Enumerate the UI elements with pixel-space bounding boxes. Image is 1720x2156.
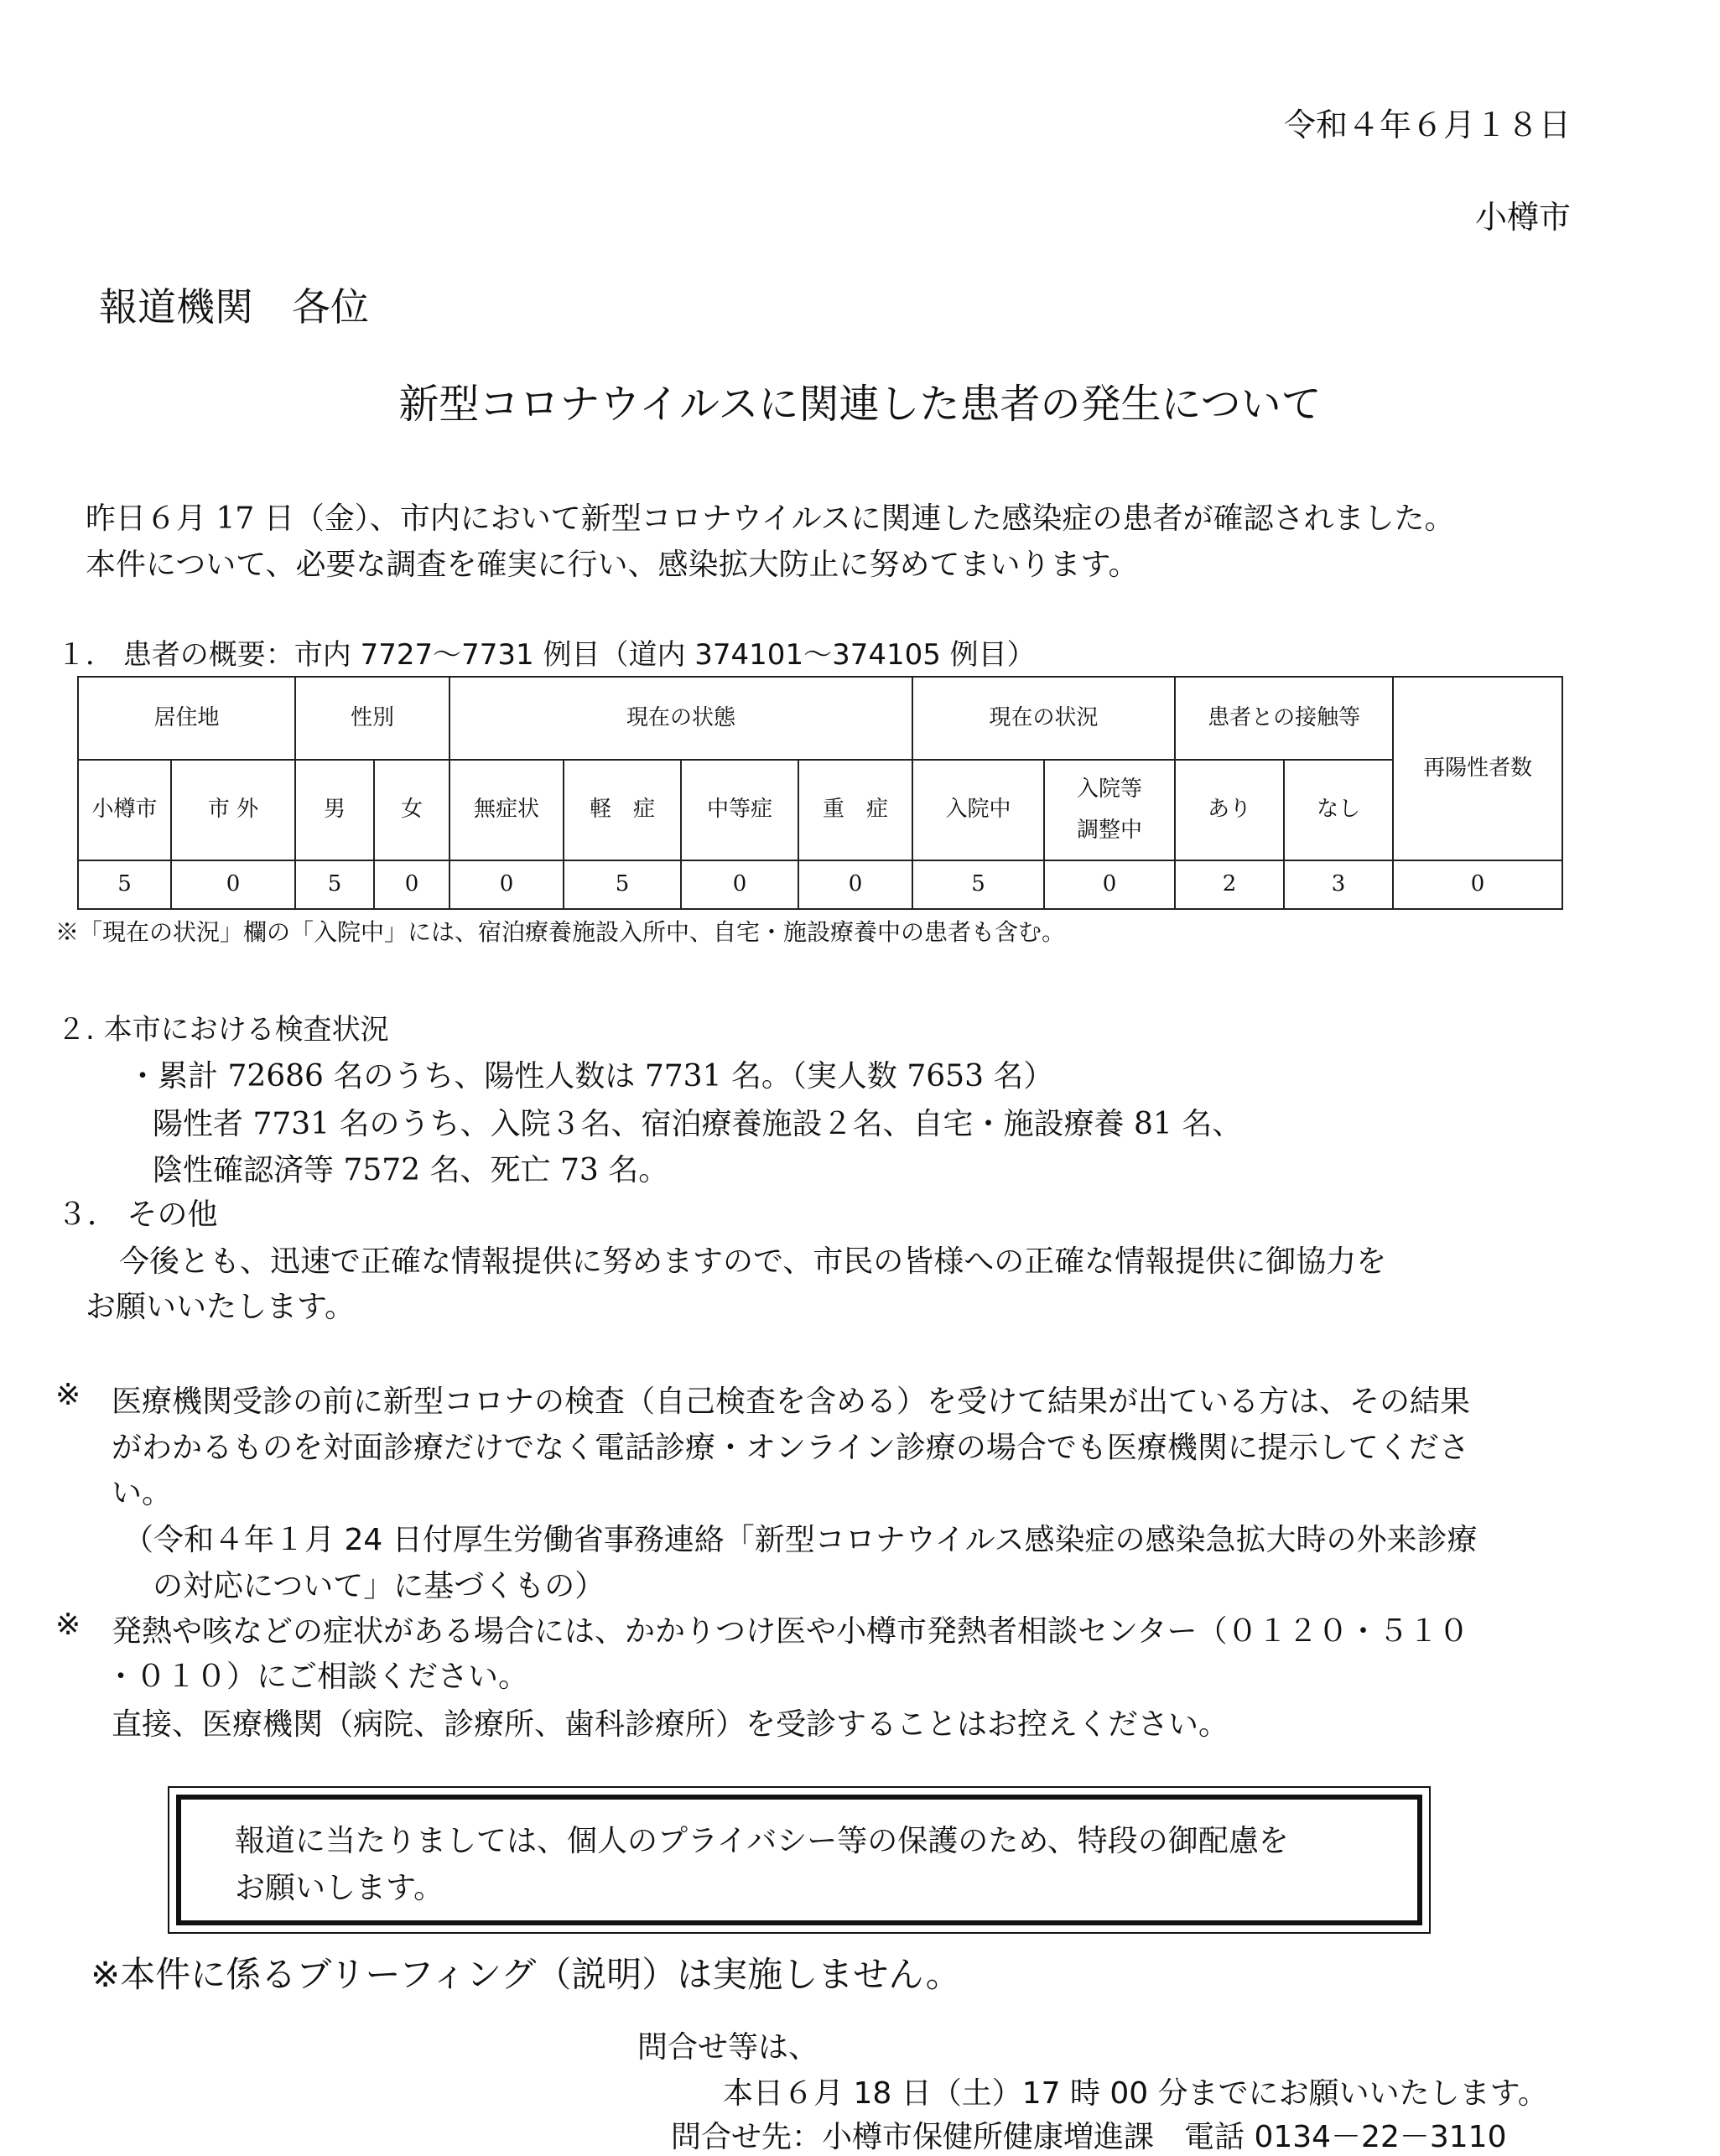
column-header: 重 症 [798, 760, 912, 860]
table-cell: 0 [1393, 860, 1562, 909]
column-header: 男 [295, 760, 374, 860]
note1-line: がわかるものを対面診療だけでなく電話診療・オンライン診療の場合でも医療機関に提示してくださ [112, 1431, 1469, 1465]
group-header-sex: 性別 [295, 677, 449, 760]
document-title: 新型コロナウイルスに関連した患者の発生について [398, 381, 1322, 428]
patient-summary-table [77, 676, 1563, 910]
table-cell: 5 [564, 860, 681, 909]
note1-line: の対応について」に基づくもの） [153, 1569, 605, 1603]
column-header: 中等症 [681, 760, 798, 860]
section3-heading: ３． その他 [57, 1197, 218, 1232]
column-header-line: 入院等 [1077, 776, 1143, 802]
column-header: 無症状 [449, 760, 564, 860]
table-cell: 5 [912, 860, 1044, 909]
table-cell: 2 [1175, 860, 1284, 909]
note1-line: （令和４年１月 24 日付厚生労働省事務連絡「新型コロナウイルス感染症の感染急拡大時の外来診療 [123, 1523, 1478, 1557]
section2-line: ・累計 72686 名のうち、陽性人数は 7731 名。（実人数 7653 名） [127, 1059, 1054, 1094]
press-notice-box [168, 1786, 1431, 1934]
note2-line: 発熱や咳などの症状がある場合には、かかりつけ医や小樽市発熱者相談センター（０１２０・５１０ [112, 1614, 1469, 1649]
document-date: 令和４年６月１８日 [1283, 107, 1571, 143]
column-header: あり [1175, 760, 1284, 860]
note-mark: ※ [55, 1378, 81, 1412]
table-cell: 0 [171, 860, 295, 909]
column-header: 小樽市 [78, 760, 171, 860]
table-cell: 0 [1044, 860, 1175, 909]
column-header-line: 調整中 [1077, 818, 1143, 843]
column-header: なし [1284, 760, 1393, 860]
column-header: 軽 症 [564, 760, 681, 860]
section3-line: お願いいたします。 [86, 1290, 356, 1324]
note1-line: 医療機関受診の前に新型コロナの検査（自己検査を含める）を受けて結果が出ている方は、その結果 [112, 1385, 1471, 1419]
intro-line-1: 昨日６月 17 日（金）、市内において新型コロナウイルスに関連した感染症の患者が確認されました。 [86, 501, 1455, 536]
note1-line: い。 [112, 1476, 173, 1510]
note2-line: 直接、医療機関（病院、診療所、歯科診療所）を受診することはお控えください。 [112, 1707, 1229, 1742]
table-cell: 0 [374, 860, 449, 909]
note-mark: ※ [55, 1608, 81, 1642]
note2-line: ・０１０）にご相談ください。 [106, 1660, 529, 1694]
intro-line-2: 本件について、必要な調査を確実に行い、感染拡大防止に努めてまいります。 [86, 548, 1139, 582]
column-header: 女 [374, 760, 449, 860]
section3-line: 今後とも、迅速で正確な情報提供に努めますので、市民の皆様への正確な情報提供に御協力を [119, 1244, 1387, 1279]
column-header: 入院中 [912, 760, 1044, 860]
issuer-name: 小樽市 [1474, 199, 1571, 236]
group-header-condition: 現在の状態 [449, 677, 912, 760]
table-cell: 0 [798, 860, 912, 909]
group-header-status: 現在の状況 [912, 677, 1175, 760]
column-header [1044, 760, 1175, 860]
section2-line: 陽性者 7731 名のうち、入院３名、宿泊療養施設２名、自宅・施設療養 81 名、 [153, 1107, 1243, 1141]
table-cell: 3 [1284, 860, 1393, 909]
press-notice-line: 報道に当たりましては、個人のプライバシー等の保護のため、特段の御配慮を [235, 1824, 1289, 1858]
section1-heading: １． 患者の概要：市内 7727～7731 例目（道内 374101～374105 例目） [57, 638, 1036, 672]
addressee: 報道機関 各位 [99, 284, 369, 330]
table-cell: 0 [449, 860, 564, 909]
press-notice-line: お願いします。 [235, 1871, 444, 1905]
inquiry-line: 問合せ等は、 [637, 2030, 819, 2065]
inquiry-line: 本日６月 18 日（土）17 時 00 分までにお願いいたします。 [723, 2076, 1548, 2111]
column-header: 市 外 [171, 760, 295, 860]
table-cell: 5 [295, 860, 374, 909]
section2-heading: ２. 本市における検査状況 [57, 1013, 389, 1047]
table-cell: 5 [78, 860, 171, 909]
section2-line: 陰性確認済等 7572 名、死亡 73 名。 [153, 1153, 669, 1187]
inquiry-contact: 問合せ先：小樽市保健所健康増進課 電話 0134－22－3110 [671, 2120, 1507, 2154]
group-header-contact: 患者との接触等 [1175, 677, 1393, 760]
table-cell: 0 [681, 860, 798, 909]
group-header-residence: 居住地 [78, 677, 295, 760]
group-header-repositive: 再陽性者数 [1393, 677, 1562, 860]
table-footnote: ※「現在の状況」欄の「入院中」には、宿泊療養施設入所中、自宅・施設療養中の患者も含む。 [55, 918, 1066, 946]
briefing-notice: ※本件に係るブリーフィング（説明）は実施しません。 [91, 1954, 961, 1995]
